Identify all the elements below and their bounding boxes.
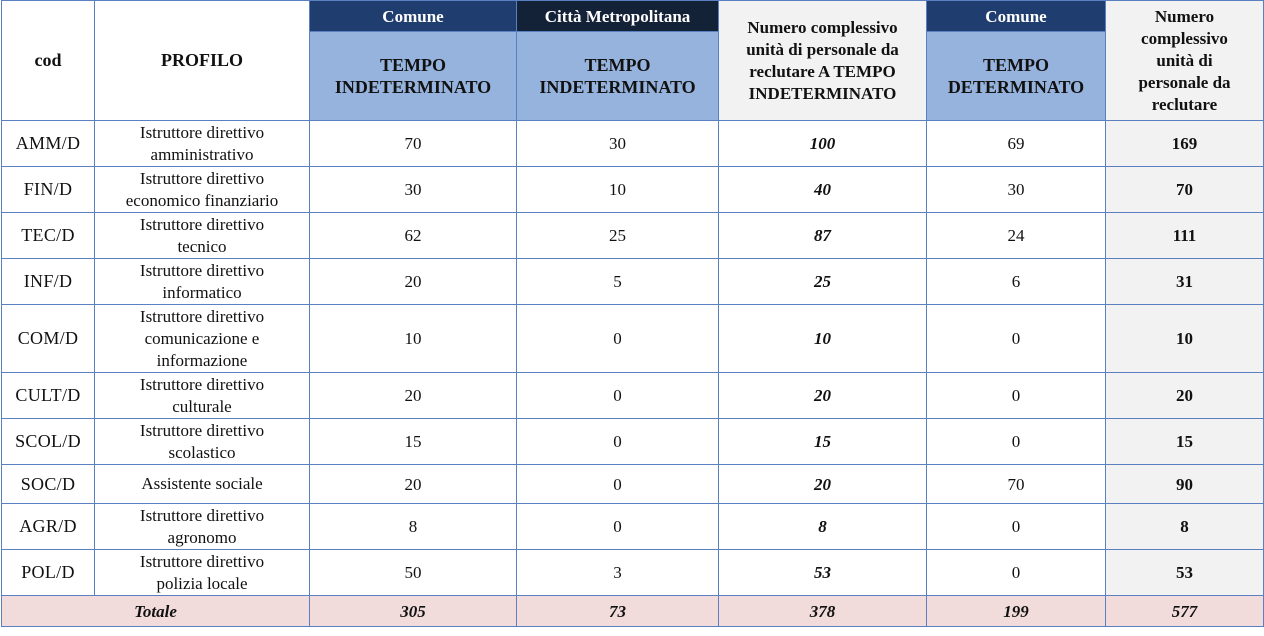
total-cell: 90: [1106, 465, 1264, 504]
comune-ind-cell: 50: [310, 550, 517, 596]
recruitment-table: [1, 0, 1264, 627]
comune-det-cell: 30: [927, 167, 1106, 213]
profilo-cell: Istruttore direttivo informatico: [95, 259, 310, 305]
cod-cell: CULT/D: [2, 373, 95, 419]
cod-cell: INF/D: [2, 259, 95, 305]
sum-ind-cell: 20: [719, 373, 927, 419]
table-row: [2, 504, 1264, 550]
profilo-cell: Istruttore direttivo amministrativo: [95, 121, 310, 167]
cod-cell: AMM/D: [2, 121, 95, 167]
sum-ind-cell: 15: [719, 419, 927, 465]
profilo-cell: Assistente sociale: [95, 465, 310, 504]
sum-ind-cell: 100: [719, 121, 927, 167]
subheader-tempo-determinato: TEMPO DETERMINATO: [927, 32, 1106, 121]
header-comune-2: Comune: [927, 1, 1106, 32]
comune-det-cell: 0: [927, 419, 1106, 465]
comune-det-cell: 0: [927, 504, 1106, 550]
sum-ind-cell: 10: [719, 305, 927, 373]
header-profilo: PROFILO: [95, 1, 310, 121]
comune-ind-cell: 15: [310, 419, 517, 465]
comune-ind-cell: 30: [310, 167, 517, 213]
citta-ind-cell: 30: [517, 121, 719, 167]
comune-det-cell: 24: [927, 213, 1106, 259]
citta-ind-cell: 0: [517, 504, 719, 550]
header-cod: cod: [2, 1, 95, 121]
cod-cell: COM/D: [2, 305, 95, 373]
cod-cell: FIN/D: [2, 167, 95, 213]
total-cell: 8: [1106, 504, 1264, 550]
profilo-cell: Istruttore direttivo polizia locale: [95, 550, 310, 596]
citta-ind-cell: 0: [517, 419, 719, 465]
comune-ind-cell: 8: [310, 504, 517, 550]
table-row: [2, 305, 1264, 373]
total-sum-ind: 378: [719, 596, 927, 627]
sum-ind-cell: 25: [719, 259, 927, 305]
total-cell: 53: [1106, 550, 1264, 596]
table-row: [2, 419, 1264, 465]
total-label: Totale: [2, 596, 310, 627]
total-citta-ind: 73: [517, 596, 719, 627]
total-comune-ind: 305: [310, 596, 517, 627]
header-sum-indeterminato: Numero complessivo unità di personale da reclutare A TEMPO INDETERMINATO: [719, 1, 927, 121]
comune-det-cell: 0: [927, 550, 1106, 596]
cod-cell: TEC/D: [2, 213, 95, 259]
total-cell: 111: [1106, 213, 1264, 259]
cod-cell: AGR/D: [2, 504, 95, 550]
profilo-cell: Istruttore direttivo comunicazione e informazione: [95, 305, 310, 373]
cod-cell: SCOL/D: [2, 419, 95, 465]
sum-ind-cell: 8: [719, 504, 927, 550]
comune-det-cell: 6: [927, 259, 1106, 305]
citta-ind-cell: 0: [517, 373, 719, 419]
table-row: [2, 167, 1264, 213]
table-row: [2, 213, 1264, 259]
citta-ind-cell: 10: [517, 167, 719, 213]
table-row: [2, 121, 1264, 167]
cod-cell: POL/D: [2, 550, 95, 596]
citta-ind-cell: 0: [517, 465, 719, 504]
total-comune-det: 199: [927, 596, 1106, 627]
comune-ind-cell: 70: [310, 121, 517, 167]
profilo-cell: Istruttore direttivo culturale: [95, 373, 310, 419]
sum-ind-cell: 20: [719, 465, 927, 504]
comune-ind-cell: 10: [310, 305, 517, 373]
comune-ind-cell: 20: [310, 259, 517, 305]
comune-ind-cell: 20: [310, 465, 517, 504]
citta-ind-cell: 5: [517, 259, 719, 305]
profilo-cell: Istruttore direttivo agronomo: [95, 504, 310, 550]
total-cell: 20: [1106, 373, 1264, 419]
comune-det-cell: 70: [927, 465, 1106, 504]
citta-ind-cell: 3: [517, 550, 719, 596]
citta-ind-cell: 25: [517, 213, 719, 259]
subheader-tempo-indeterminato-comune: TEMPO INDETERMINATO: [310, 32, 517, 121]
sum-ind-cell: 40: [719, 167, 927, 213]
profilo-cell: Istruttore direttivo economico finanziario: [95, 167, 310, 213]
total-cell: 70: [1106, 167, 1264, 213]
profilo-cell: Istruttore direttivo scolastico: [95, 419, 310, 465]
comune-det-cell: 69: [927, 121, 1106, 167]
profilo-cell: Istruttore direttivo tecnico: [95, 213, 310, 259]
total-overall: 577: [1106, 596, 1264, 627]
comune-ind-cell: 62: [310, 213, 517, 259]
table-row: [2, 373, 1264, 419]
header-comune: Comune: [310, 1, 517, 32]
header-total: Numero complessivo unità di personale da reclutare: [1106, 1, 1264, 121]
citta-ind-cell: 0: [517, 305, 719, 373]
subheader-tempo-indeterminato-citta: TEMPO INDETERMINATO: [517, 32, 719, 121]
table-row: [2, 550, 1264, 596]
sum-ind-cell: 53: [719, 550, 927, 596]
cod-cell: SOC/D: [2, 465, 95, 504]
total-row: [2, 596, 1264, 627]
comune-det-cell: 0: [927, 305, 1106, 373]
comune-ind-cell: 20: [310, 373, 517, 419]
table-row: [2, 465, 1264, 504]
total-cell: 10: [1106, 305, 1264, 373]
total-cell: 169: [1106, 121, 1264, 167]
total-cell: 15: [1106, 419, 1264, 465]
header-citta-metropolitana: Città Metropolitana: [517, 1, 719, 32]
table-row: [2, 259, 1264, 305]
total-cell: 31: [1106, 259, 1264, 305]
sum-ind-cell: 87: [719, 213, 927, 259]
table-body: [2, 121, 1264, 596]
comune-det-cell: 0: [927, 373, 1106, 419]
